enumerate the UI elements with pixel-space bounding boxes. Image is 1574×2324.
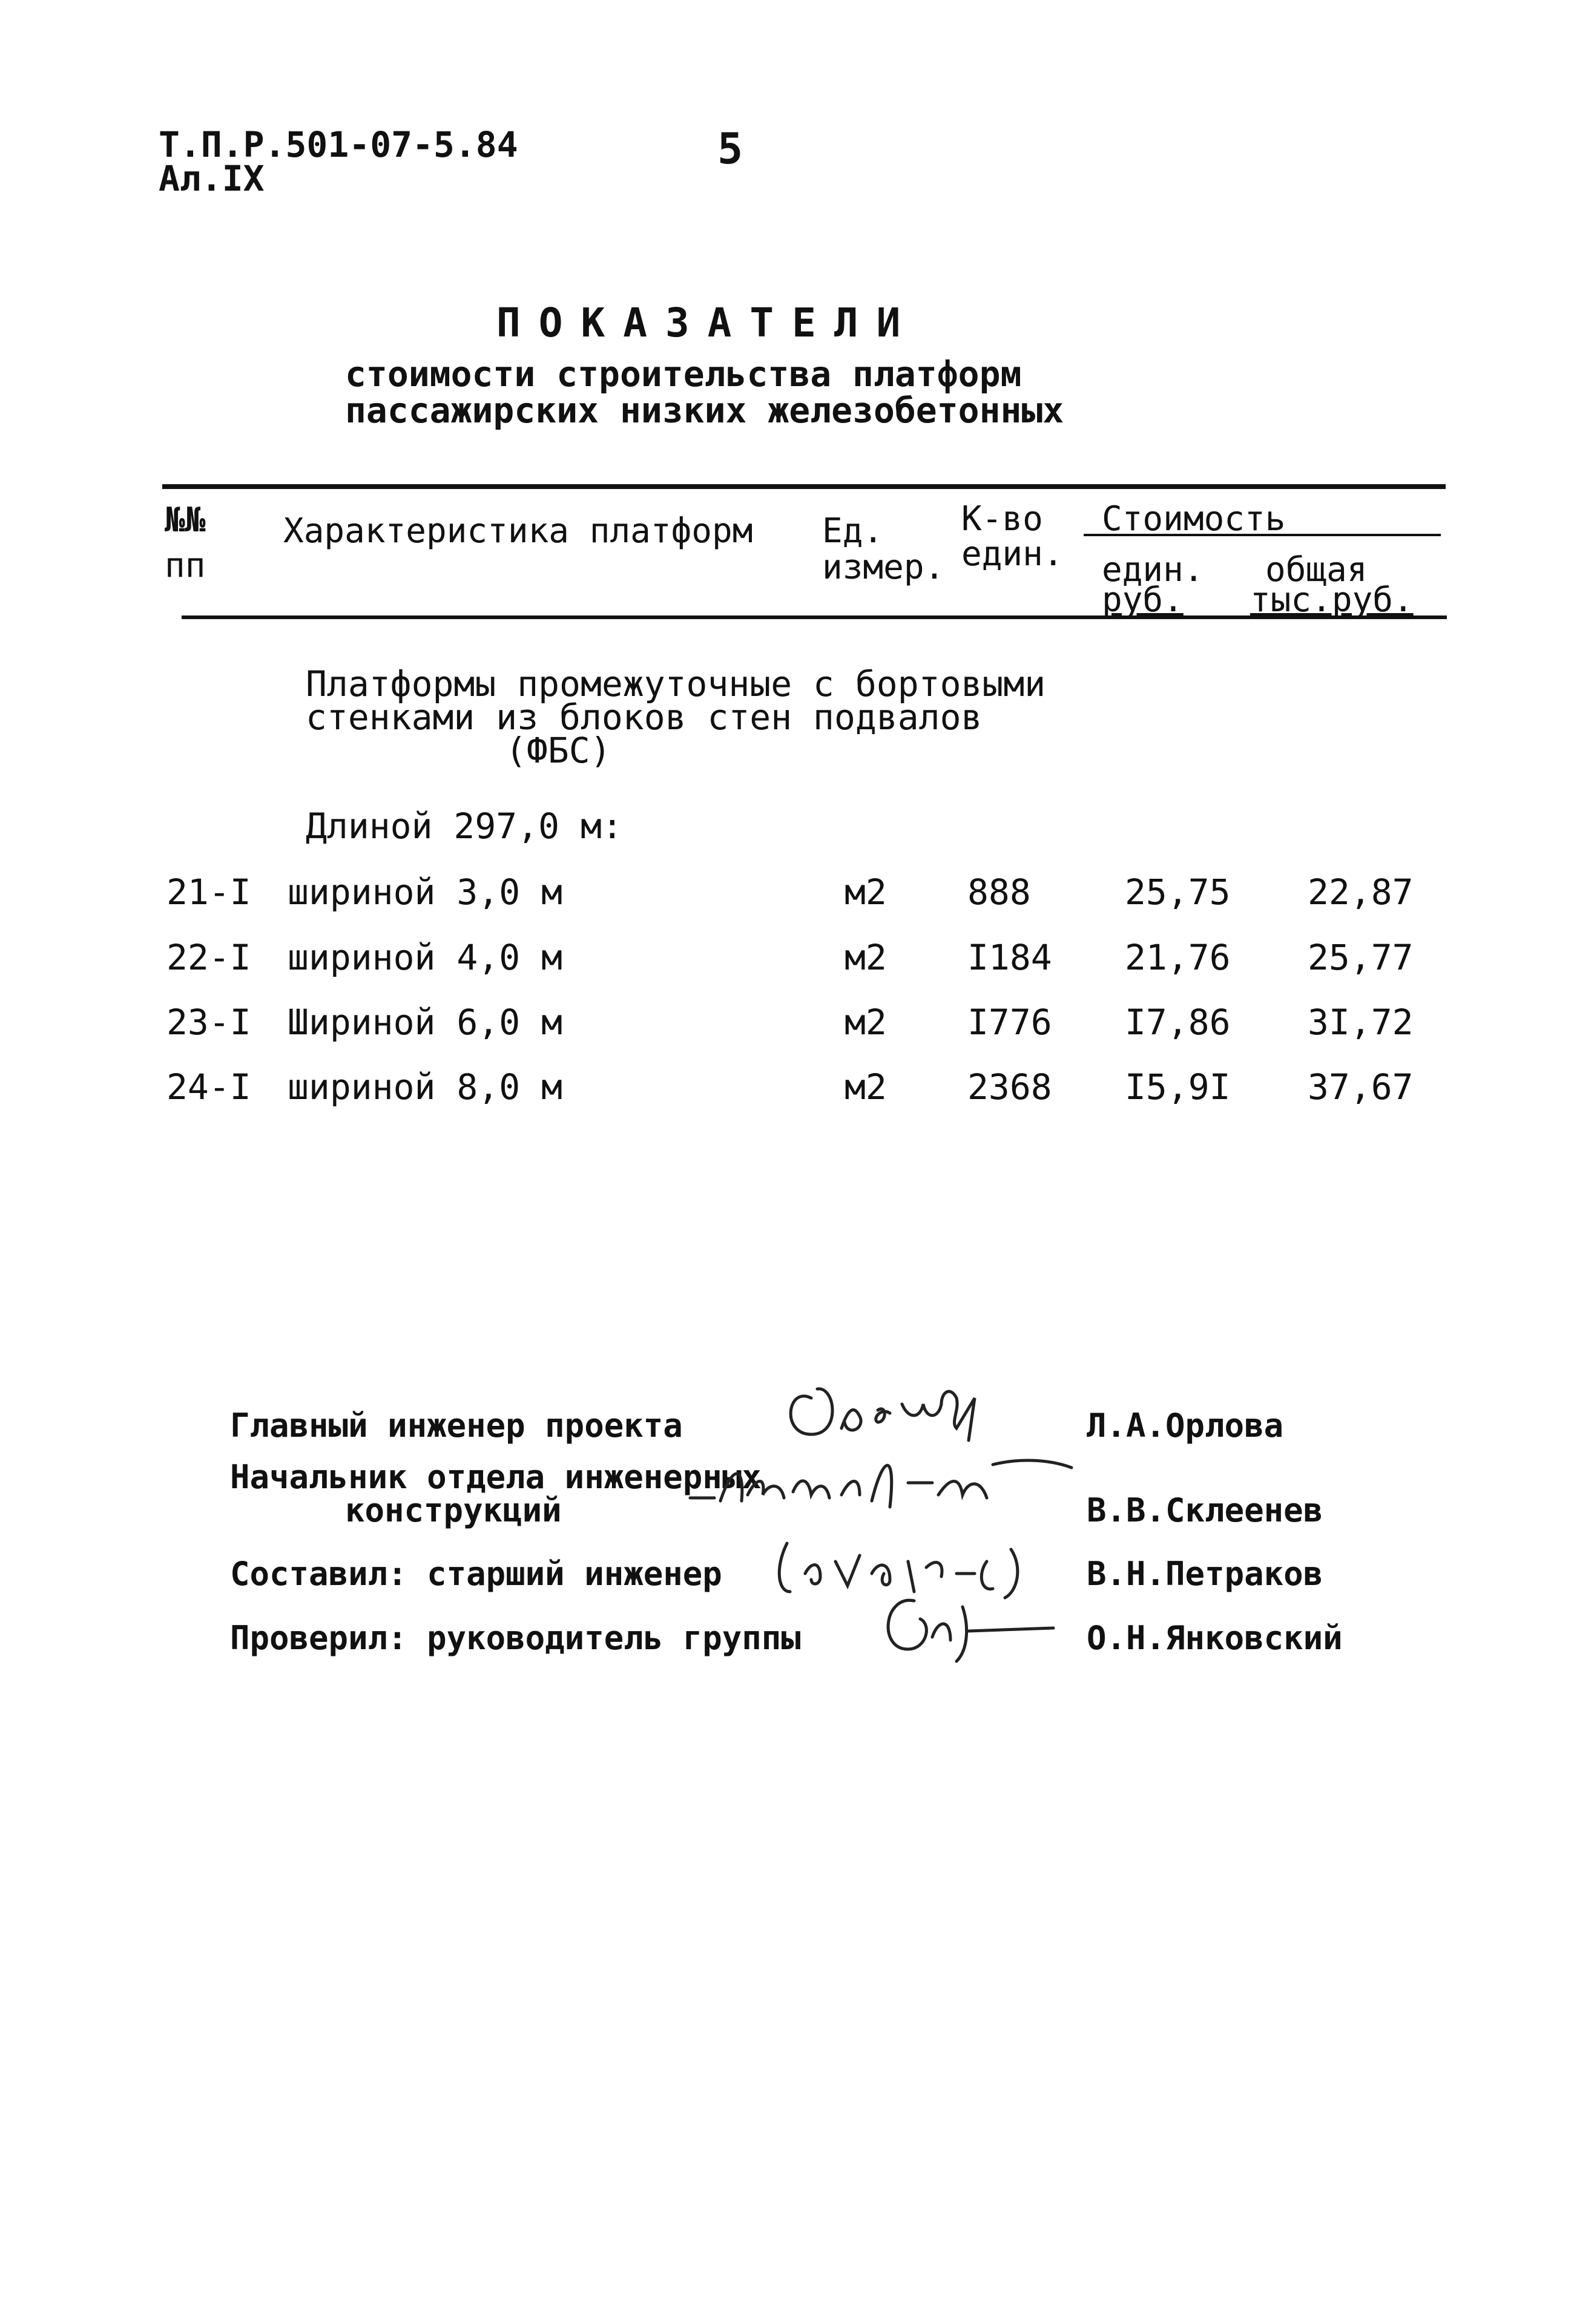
column-unit-line2: измер. — [822, 548, 945, 587]
row-total-cost: 3I,72 — [1308, 1002, 1414, 1043]
handwritten-signature-yankovsky — [872, 1583, 1065, 1667]
row-name: шириной 4,0 м — [288, 937, 562, 978]
row-total-cost: 25,77 — [1308, 937, 1414, 978]
column-cost: Стоимость — [1102, 499, 1286, 539]
row-total-cost: 22,87 — [1308, 872, 1414, 913]
handwritten-signature-orlova — [775, 1362, 1029, 1452]
row-unit-cost: 21,76 — [1125, 937, 1231, 978]
album-number: Ал.IX — [159, 158, 265, 199]
row-unit: м2 — [845, 1066, 887, 1108]
row-num: 23-I — [166, 1002, 251, 1043]
section-heading-line1: Платформы промежуточные с бортовыми — [306, 663, 1046, 704]
section-heading-line3: (ФБС) — [505, 730, 611, 771]
section-heading-line2: стенками из блоков стен подвалов — [306, 697, 983, 738]
row-unit: м2 — [845, 872, 887, 913]
row-name: шириной 3,0 м — [288, 872, 562, 913]
signature-role: Проверил: руководитель группы — [230, 1619, 801, 1657]
subtitle-line-2: пассажирских низких железобетонных — [345, 390, 1064, 431]
row-num: 22-I — [166, 937, 251, 978]
column-qty-line1: К-во — [961, 499, 1043, 539]
row-num: 24-I — [166, 1066, 251, 1108]
handwritten-signature-skleenev — [678, 1440, 1078, 1525]
row-name: шириной 8,0 м — [288, 1066, 562, 1108]
subtitle-line-1: стоимости строительства платформ — [345, 353, 1022, 395]
row-qty: I776 — [967, 1002, 1052, 1043]
row-qty: 2368 — [967, 1066, 1052, 1108]
row-qty: I184 — [967, 937, 1052, 978]
row-unit-cost: I7,86 — [1125, 1002, 1231, 1043]
column-unit-line1: Ед. — [822, 511, 884, 551]
signature-role: Начальник отдела инженерных — [230, 1458, 762, 1496]
column-cost-total-line1: общая — [1265, 550, 1368, 589]
column-cost-total-line2: тыс.руб. — [1250, 580, 1414, 620]
column-characteristic: Характеристика платформ — [283, 511, 753, 551]
group-label: Длиной 297,0 м: — [306, 806, 623, 847]
row-qty: 888 — [967, 872, 1031, 913]
page-number: 5 — [717, 124, 743, 174]
row-unit-cost: I5,9I — [1125, 1066, 1231, 1108]
signature-role: Составил: старший инженер — [230, 1555, 722, 1593]
row-unit-cost: 25,75 — [1125, 872, 1231, 913]
column-num-line2: пп — [165, 546, 206, 585]
column-num-line1: №№ — [165, 501, 206, 540]
signature-role: Главный инженер проекта — [230, 1407, 683, 1445]
signature-name: В.В.Склеенев — [1087, 1491, 1323, 1529]
signature-name: О.Н.Янковский — [1087, 1619, 1343, 1657]
row-unit: м2 — [845, 937, 887, 978]
signature-name: В.Н.Петраков — [1087, 1555, 1323, 1593]
table-top-rule — [162, 484, 1446, 489]
document-code: Т.П.Р.501-07-5.84 — [159, 124, 518, 165]
row-num: 21-I — [166, 872, 251, 913]
signature-role-continued: конструкций — [345, 1491, 562, 1529]
page-title: ПОКАЗАТЕЛИ — [496, 300, 919, 346]
row-unit: м2 — [845, 1002, 887, 1043]
column-qty-line2: един. — [961, 534, 1064, 574]
row-name: Шириной 6,0 м — [288, 1002, 562, 1043]
signature-name: Л.А.Орлова — [1087, 1407, 1284, 1445]
column-cost-unit-line1: един. — [1102, 550, 1204, 589]
row-total-cost: 37,67 — [1308, 1066, 1414, 1108]
column-cost-unit-line2: руб. — [1102, 580, 1184, 620]
